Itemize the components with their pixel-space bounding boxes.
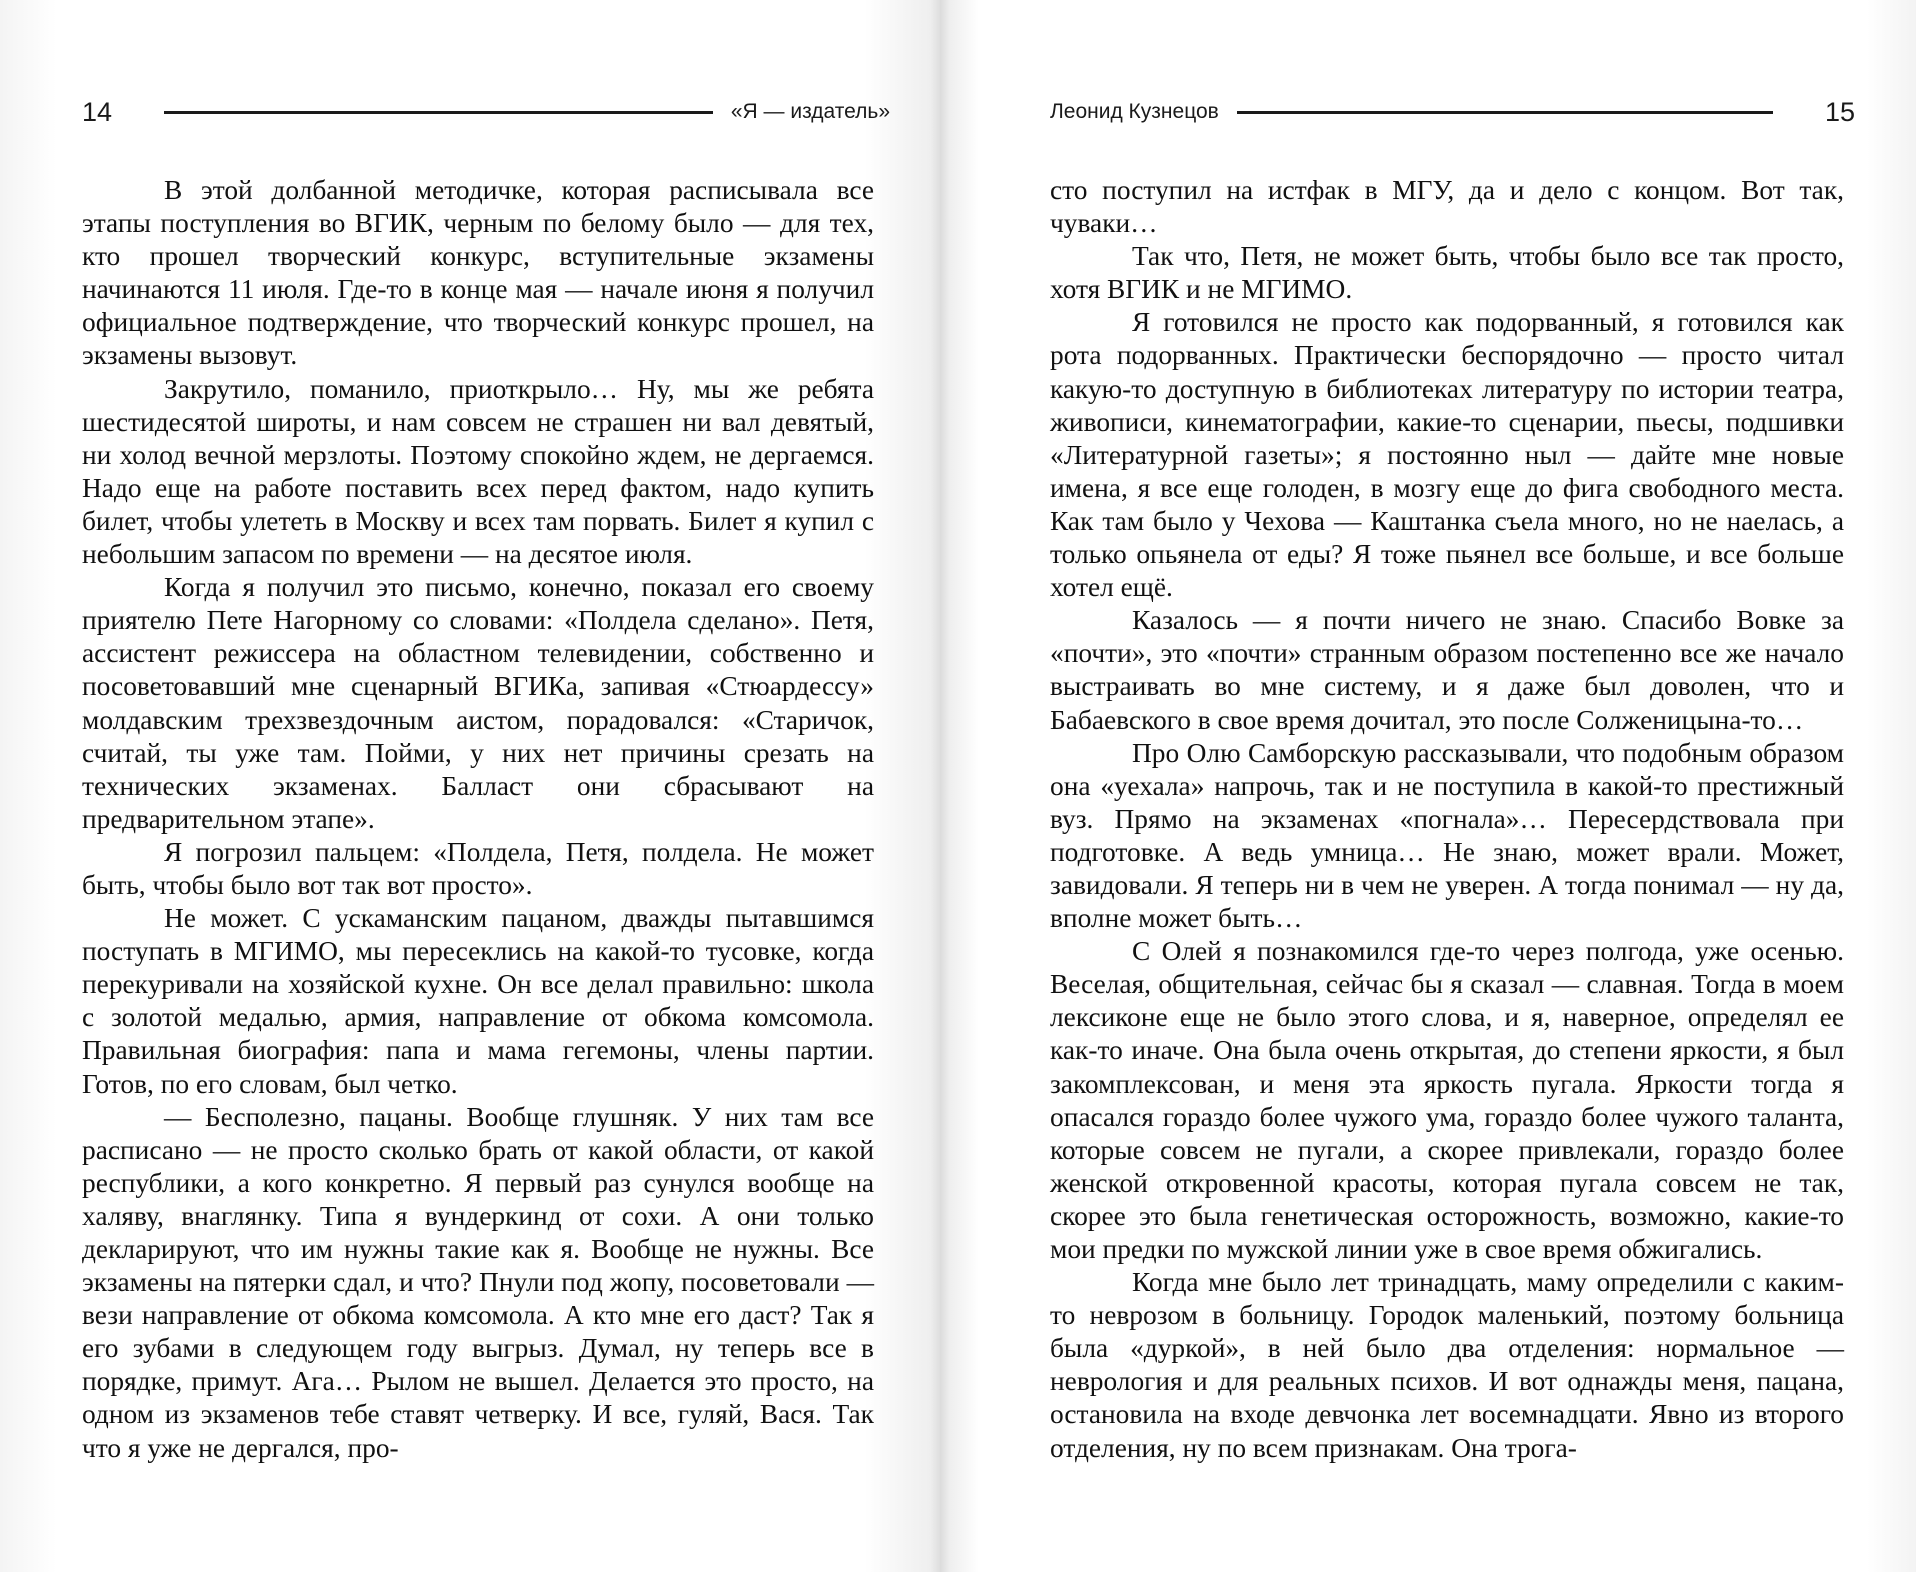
left-page [0, 0, 940, 1572]
left-page-number: 14 [82, 96, 113, 127]
paragraph: С Олей я познакомился где-то через полгода, уже осенью. Веселая, общительная, сейчас бы я сказал — славная. Тогда в моем лексиконе еще не было этого слова, и я, наверное, определял ее как-то иначе. Она была очень открытая, до степени яркости, я был закомплексован, и меня эта яркость пугала. Яркости тогда я опасался гораздо более чужого ума, гораздо более чужого таланта, которые совсем не пугали, а скорее привлекали, гораздо более женской откровенной красоты, которая пугала совсем не так, скорее это была генетическая осторожность, возможно, какие-то мои предки по мужской линии уже в свое время обжигались. [1050, 936, 1844, 1264]
paragraph: Закрутило, поманило, приоткрыло… Ну, мы же ребята шестидесятой широты, и нам совсем не страшен ни вал девятый, ни холод вечной мерзлоты. Поэтому спокойно ждем, не дергаемся. Надо еще на работе поставить всех перед фактом, надо купить билет, чтобы улететь в Москву и всех там порвать. Билет я купил с небольшим запасом по времени — на десятое июля. [82, 373, 874, 570]
right-running-head [1050, 92, 1855, 132]
continued-paragraph: сто поступил на истфак в МГУ, да и дело с концом. Вот так, чуваки… [1050, 175, 1844, 239]
book-gutter [930, 0, 950, 1572]
right-running-title: Леонид Кузнецов [1050, 100, 1219, 123]
paragraph: Когда я получил это письмо, конечно, показал его своему приятелю Пете Нагорному со словами: «Полдела сделано». Петя, ассистент режиссера на областном телевидении, собственно и посоветовавший мне сценарный ВГИКа, запивая «Стюардессу» молдавским трехзвездочным аистом, порадовался: «Старичок, считай, ты уже там. Пойми, у них нет причины срезать на технических экзаменах. Балласт они сбрасывают на предварительном этапе». [82, 572, 874, 834]
header-rule [1237, 111, 1773, 114]
paragraph: Казалось — я почти ничего не знаю. Спасибо Вовке за «почти», это «почти» странным образом постепенно все же начало выстраивать во мне систему, и я даже был доволен, что и Бабаевского в свое время дочитал, это после Солженицына-то… [1050, 605, 1844, 735]
right-page-text [1050, 174, 1844, 1465]
left-running-head [82, 92, 890, 132]
right-page-number: 15 [1824, 96, 1855, 127]
header-rule [164, 111, 713, 114]
paragraph: Не может. С ускаманским пацаном, дважды пытавшимся поступать в МГИМО, мы пересеклись на какой-то тусовке, когда перекуривали на хозяйской кухне. Он все делал правильно: школа с золотой медалью, армия, направление от обкома комсомола. Правильная биография: папа и мама гегемоны, члены партии. Готов, по его словам, был четко. [82, 903, 874, 1099]
left-running-title: «Я — издатель» [730, 100, 890, 123]
left-page-text [82, 174, 874, 1465]
paragraph: — Бесполезно, пацаны. Вообще глушняк. У них там все расписано — не просто сколько брать от какой области, от какой республики, а кого конкретно. Я первый раз сунулся вообще на халяву, внаглянку. Типа я вундеркинд от сохи. А они только декларируют, что им нужны такие как я. Вообще не нужны. Все экзамены на пятерки сдал, и что? Пнули под жопу, посоветовали — вези направление от обкома комсомола. А кто мне его даст? Так я его зубами в следующем году выгрыз. Думал, ну теперь все в порядке, примут. Ага… Рылом не вышел. Делается это просто, на одном из экзаменов тебе ставят четверку. И все, гуляй, Вася. Так что я уже не дергался, про- [82, 1101, 874, 1463]
paragraph: В этой долбанной методичке, которая расписывала все этапы поступления во ВГИК, черным по белому было — для тех, кто прошел творческий конкурс, вступительные экзамены начинаются 11 июля. Где-то в конце мая — начале июня я получил официальное подтверждение, что творческий конкурс прошел, на экзамены вызовут. [82, 175, 874, 371]
paragraph: Про Олю Самборскую рассказывали, что подобным образом она «уехала» напрочь, так и не поступила в какой-то престижный вуз. Прямо на экзаменах «погнала»… Пересердствовала при подготовке. А ведь умница… Не знаю, может врали. Может, завидовали. Я теперь ни в чем не уверен. А тогда понимал — ну да, вполне может быть… [1050, 737, 1844, 934]
paragraph: Так что, Петя, не может быть, чтобы было все так просто, хотя ВГИК и не МГИМО. [1050, 241, 1844, 305]
paragraph: Я погрозил пальцем: «Полдела, Петя, полдела. Не может быть, чтобы было вот так вот просто». [82, 836, 874, 900]
paragraph: Когда мне было лет тринадцать, маму определили с каким-то неврозом в больницу. Городок маленький, поэтому больница была «дуркой», в ней было два отделения: нормальное — неврология и для реальных психов. И вот однажды меня, пацана, остановила на входе девчонка лет восемнадцати. Явно из второго отделения, ну по всем признакам. Она трога- [1050, 1267, 1844, 1463]
paragraph: Я готовился не просто как подорванный, я готовился как рота подорванных. Практически беспорядочно — просто читал какую-то доступную в библиотеках литературу по истории театра, живописи, кинематографии, какие-то сценарии, пьесы, подшивки «Литературной газеты»; я постоянно ныл — дайте мне новые имена, я все еще голоден, в мозгу еще до фига свободного места. Как там было у Чехова — Каштанка съела много, но не наелась, а только опьянела от еды? Я тоже пьянел все больше, и все больше хотел ещё. [1050, 307, 1844, 603]
